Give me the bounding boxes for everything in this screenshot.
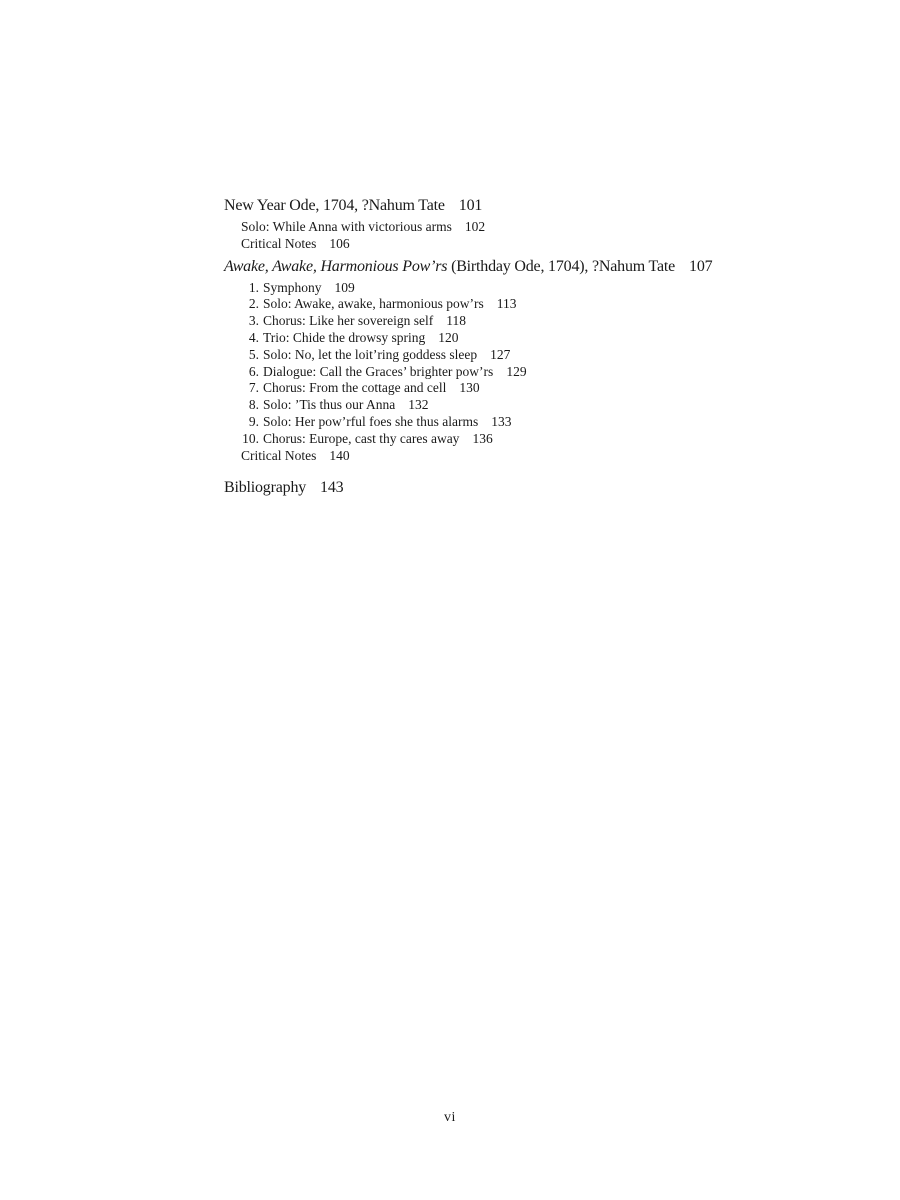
movement-page: 109 — [334, 279, 355, 295]
movement-number: 8. — [248, 397, 259, 413]
movement-label: Trio: Chide the drowsy spring — [263, 329, 426, 345]
movement-number: 7. — [248, 380, 259, 396]
toc-entry-title-italic: Awake, Awake, Harmonious Pow’rs — [224, 257, 448, 275]
movement-page: 113 — [496, 296, 517, 312]
list-item — [224, 296, 784, 313]
movement-label: Chorus: From the cottage and cell — [263, 380, 447, 396]
list-item — [224, 280, 784, 297]
movement-number: 3. — [248, 313, 259, 329]
movement-label: Symphony — [263, 279, 322, 295]
movement-page: 129 — [506, 363, 527, 379]
toc-entry-awake-awake — [224, 257, 784, 277]
movement-number: 6. — [248, 363, 259, 379]
movement-page: 120 — [438, 329, 459, 345]
table-of-contents — [224, 196, 784, 498]
movement-number: 4. — [248, 329, 259, 345]
toc-subentry-page: 140 — [329, 447, 350, 463]
list-item — [224, 397, 784, 414]
list-item — [224, 380, 784, 397]
movement-page: 136 — [472, 430, 493, 446]
toc-subentry-page: 102 — [464, 219, 486, 234]
list-item — [224, 313, 784, 330]
movement-label: Chorus: Europe, cast thy cares away — [263, 430, 460, 446]
movement-page: 130 — [459, 380, 480, 396]
list-item — [224, 347, 784, 364]
toc-subentry — [241, 219, 784, 236]
toc-entry-title: Bibliography — [224, 479, 307, 497]
movement-label: Solo: No, let the loit’ring goddess sleep — [263, 346, 478, 362]
movement-page: 132 — [408, 397, 429, 413]
toc-subentry-label: Critical Notes — [241, 235, 317, 251]
list-item — [224, 414, 784, 431]
movement-label: Dialogue: Call the Graces’ brighter pow’rs — [263, 363, 494, 379]
movement-number: 10. — [242, 430, 259, 446]
toc-entry-page: 107 — [689, 257, 713, 275]
toc-subentry — [241, 236, 784, 253]
toc-entry-title-rest: (Birthday Ode, 1704), ?Nahum Tate — [447, 257, 676, 275]
movement-label: Solo: Her pow’rful foes she thus alarms — [263, 413, 479, 429]
movement-number: 9. — [248, 413, 259, 429]
toc-entry-title: New Year Ode, 1704, ?Nahum Tate — [224, 197, 445, 214]
list-item — [224, 330, 784, 347]
toc-subentry-page: 106 — [329, 235, 350, 251]
movement-number: 2. — [248, 296, 259, 312]
movement-number: 1. — [248, 279, 259, 295]
list-item — [224, 431, 784, 448]
toc-entry-page: 143 — [320, 479, 344, 497]
list-item — [224, 364, 784, 381]
movement-page: 118 — [446, 313, 466, 329]
movement-page: 127 — [490, 346, 511, 362]
toc-subentries — [224, 219, 784, 253]
toc-entry-new-year-ode — [224, 196, 784, 216]
movement-label: Solo: ’Tis thus our Anna — [263, 397, 396, 413]
toc-entry-bibliography — [224, 478, 784, 498]
movement-number: 5. — [248, 346, 259, 362]
movement-label: Chorus: Like her sovereign self — [263, 313, 434, 329]
movement-label: Solo: Awake, awake, harmonious pow’rs — [263, 296, 484, 312]
toc-subentry — [241, 448, 784, 465]
movement-list — [224, 280, 784, 448]
toc-subentries — [224, 280, 784, 465]
movement-page: 133 — [491, 413, 512, 429]
toc-entry-page: 101 — [458, 197, 483, 214]
toc-subentry-label: Critical Notes — [241, 447, 317, 463]
page-number: vi — [444, 1110, 456, 1125]
toc-subentry-label: Solo: While Anna with victorious arms — [241, 219, 452, 234]
